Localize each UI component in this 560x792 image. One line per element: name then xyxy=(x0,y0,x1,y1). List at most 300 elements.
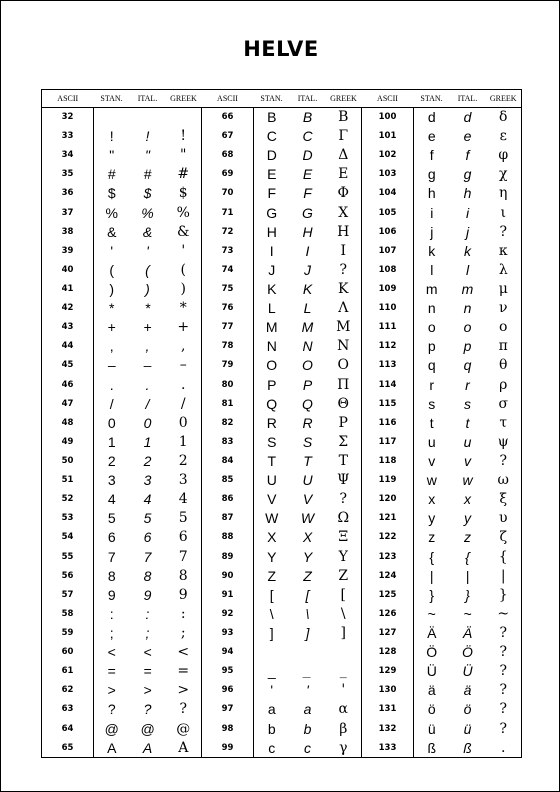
italic-glyph: w xyxy=(462,472,473,489)
table-row xyxy=(42,337,522,356)
greek-glyph: Φ xyxy=(337,185,349,202)
table-row xyxy=(42,643,522,662)
greek-glyph: Λ xyxy=(338,300,349,317)
ascii-code: 84 xyxy=(202,451,254,470)
standard-glyph: E xyxy=(254,165,290,184)
standard-glyph: m xyxy=(414,279,450,298)
ascii-code: 73 xyxy=(202,241,254,260)
italic-glyph: 5 xyxy=(143,510,152,527)
ascii-code: 41 xyxy=(42,279,94,298)
standard-glyph: p xyxy=(414,337,450,356)
greek-glyph: $ xyxy=(178,185,188,202)
italic-glyph: q xyxy=(463,357,472,374)
greek-glyph: ι xyxy=(486,203,522,222)
greek-glyph: τ xyxy=(486,413,522,432)
ascii-code: 33 xyxy=(42,127,94,146)
table-row xyxy=(42,547,522,566)
standard-glyph: j xyxy=(414,222,450,241)
greek-glyph: ? xyxy=(486,719,522,738)
ascii-code: 131 xyxy=(362,700,414,719)
table-row xyxy=(42,509,522,528)
italic-glyph: e xyxy=(463,128,472,145)
italic-glyph: X xyxy=(302,529,313,546)
italic-glyph: ' xyxy=(146,242,149,259)
greek-glyph: Θ xyxy=(337,395,349,412)
greek-glyph: 0 xyxy=(178,414,188,431)
standard-glyph: Q xyxy=(254,394,290,413)
table-row xyxy=(42,738,522,757)
italic-glyph: I xyxy=(305,242,310,259)
table-row xyxy=(42,394,522,413)
ascii-code: 111 xyxy=(362,318,414,337)
ascii-code: 83 xyxy=(202,432,254,451)
ascii-code: 116 xyxy=(362,413,414,432)
ascii-code: 110 xyxy=(362,299,414,318)
greek-glyph: 1 xyxy=(178,433,188,450)
greek-glyph: ? xyxy=(486,222,522,241)
italic-glyph xyxy=(130,108,166,127)
greek-glyph: 6 xyxy=(178,529,188,546)
table-row xyxy=(42,471,522,490)
greek-glyph: * xyxy=(179,300,187,317)
italic-glyph: F xyxy=(303,185,312,202)
standard-glyph: 4 xyxy=(94,490,130,509)
ascii-code: 45 xyxy=(42,356,94,375)
italic-glyph: N xyxy=(302,338,313,355)
greek-glyph: ? xyxy=(486,623,522,642)
ascii-code: 94 xyxy=(202,643,254,662)
italic-glyph: ( xyxy=(145,261,150,278)
greek-glyph: % xyxy=(176,204,190,221)
ascii-code: 70 xyxy=(202,184,254,203)
italic-glyph: ) xyxy=(145,281,150,298)
italic-glyph: s xyxy=(464,395,471,412)
standard-glyph: R xyxy=(254,413,290,432)
ascii-code: 69 xyxy=(202,165,254,184)
ascii-code: 117 xyxy=(362,432,414,451)
standard-glyph: P xyxy=(254,375,290,394)
greek-glyph: ? xyxy=(486,643,522,662)
italic-glyph: \ xyxy=(305,605,310,622)
greek-glyph: Δ xyxy=(338,147,349,164)
standard-glyph: / xyxy=(94,394,130,413)
header-ascii-2: ASCII xyxy=(202,90,254,108)
greek-glyph: o xyxy=(486,318,522,337)
italic-glyph: $ xyxy=(143,185,152,202)
standard-glyph: > xyxy=(94,681,130,700)
greek-glyph: : xyxy=(180,605,186,622)
italic-glyph: ; xyxy=(145,625,150,641)
greek-glyph: 7 xyxy=(178,548,188,565)
standard-glyph: Ä xyxy=(414,623,450,642)
standard-glyph: F xyxy=(254,184,290,203)
greek-glyph: P xyxy=(338,414,348,431)
standard-glyph: U xyxy=(254,471,290,490)
ascii-code: 90 xyxy=(202,566,254,585)
italic-glyph: z xyxy=(464,529,471,546)
standard-glyph: L xyxy=(254,299,290,318)
greek-glyph: σ xyxy=(486,394,522,413)
table-row xyxy=(42,681,522,700)
greek-glyph: Σ xyxy=(338,433,349,450)
ascii-code: 101 xyxy=(362,127,414,146)
ascii-code: 54 xyxy=(42,528,94,547)
greek-glyph: X xyxy=(338,204,349,221)
ascii-code: 99 xyxy=(202,738,254,757)
ascii-code: 89 xyxy=(202,547,254,566)
header-stan-2: STAN. xyxy=(254,90,290,108)
standard-glyph: e xyxy=(414,127,450,146)
table-row xyxy=(42,108,522,127)
standard-glyph: H xyxy=(254,222,290,241)
greek-glyph: φ xyxy=(486,146,522,165)
greek-glyph: { xyxy=(486,547,522,566)
standard-glyph: ö xyxy=(414,700,450,719)
italic-glyph: Ö xyxy=(462,644,473,661)
ascii-code: 64 xyxy=(42,719,94,738)
ascii-code: 55 xyxy=(42,547,94,566)
standard-glyph: 7 xyxy=(94,547,130,566)
ascii-code: 96 xyxy=(202,681,254,700)
italic-glyph: v xyxy=(464,453,471,470)
greek-glyph: 4 xyxy=(178,491,188,508)
italic-glyph: Ä xyxy=(462,625,473,641)
ascii-code: 50 xyxy=(42,451,94,470)
italic-glyph xyxy=(290,643,326,662)
standard-glyph: x xyxy=(414,490,450,509)
standard-glyph: i xyxy=(414,203,450,222)
ascii-code: 46 xyxy=(42,375,94,394)
ascii-code: 66 xyxy=(202,108,254,127)
greek-glyph: < xyxy=(177,644,190,661)
standard-glyph: ~ xyxy=(414,604,450,623)
greek-glyph: π xyxy=(486,337,522,356)
standard-glyph: Z xyxy=(254,566,290,585)
italic-glyph: Z xyxy=(303,567,312,584)
standard-glyph xyxy=(94,108,130,127)
standard-glyph: , xyxy=(94,337,130,356)
italic-glyph: x xyxy=(464,491,471,508)
ascii-code: 122 xyxy=(362,528,414,547)
greek-glyph: λ xyxy=(486,260,522,279)
greek-glyph: Y xyxy=(338,548,348,565)
ascii-code: 125 xyxy=(362,585,414,604)
standard-glyph: ' xyxy=(94,241,130,260)
greek-glyph: β xyxy=(339,720,348,737)
character-table xyxy=(41,89,522,758)
italic-glyph: r xyxy=(465,376,470,393)
greek-glyph: I xyxy=(340,242,347,259)
ascii-code: 65 xyxy=(42,738,94,757)
italic-glyph: . xyxy=(145,376,150,393)
standard-glyph: Ö xyxy=(414,643,450,662)
ascii-code: 105 xyxy=(362,203,414,222)
italic-glyph: / xyxy=(145,395,150,412)
italic-glyph: ' xyxy=(306,682,309,699)
table-row xyxy=(42,241,522,260)
greek-glyph: ? xyxy=(486,451,522,470)
ascii-code: 34 xyxy=(42,146,94,165)
standard-glyph: ü xyxy=(414,719,450,738)
standard-glyph: n xyxy=(414,299,450,318)
standard-glyph: D xyxy=(254,146,290,165)
italic-glyph: f xyxy=(465,147,470,164)
ascii-code: 75 xyxy=(202,279,254,298)
greek-glyph: N xyxy=(337,338,350,355)
italic-glyph: o xyxy=(463,319,472,336)
greek-glyph: . xyxy=(486,738,522,757)
standard-glyph: 6 xyxy=(94,528,130,547)
table-row xyxy=(42,356,522,375)
standard-glyph: ß xyxy=(414,738,450,757)
greek-glyph: ? xyxy=(486,662,522,681)
table-row xyxy=(42,279,522,298)
standard-glyph: M xyxy=(254,318,290,337)
greek-glyph: M xyxy=(336,319,351,336)
greek-glyph: = xyxy=(177,663,190,680)
greek-glyph: H xyxy=(337,223,350,240)
ascii-code: 36 xyxy=(42,184,94,203)
ascii-code: 130 xyxy=(362,681,414,700)
ascii-code: 103 xyxy=(362,165,414,184)
ascii-code: 43 xyxy=(42,318,94,337)
standard-glyph: } xyxy=(414,585,450,604)
standard-glyph: % xyxy=(94,203,130,222)
standard-glyph: r xyxy=(414,375,450,394)
greek-glyph: & xyxy=(177,223,190,240)
ascii-code: 119 xyxy=(362,471,414,490)
ascii-code: 127 xyxy=(362,623,414,642)
greek-glyph: A xyxy=(166,738,202,757)
ascii-code: 98 xyxy=(202,719,254,738)
greek-glyph: ' xyxy=(341,682,346,699)
standard-glyph: J xyxy=(254,260,290,279)
standard-glyph: z xyxy=(414,528,450,547)
table-row xyxy=(42,127,522,146)
ascii-code: 133 xyxy=(362,738,414,757)
italic-glyph: ö xyxy=(463,701,472,718)
ascii-code: 57 xyxy=(42,585,94,604)
greek-glyph: μ xyxy=(486,279,522,298)
header-row xyxy=(42,90,522,108)
standard-glyph: C xyxy=(254,127,290,146)
standard-glyph: [ xyxy=(254,585,290,604)
standard-glyph: ' xyxy=(254,681,290,700)
greek-glyph: > xyxy=(177,682,190,699)
header-stan-1: STAN. xyxy=(94,90,130,108)
italic-glyph: 4 xyxy=(143,491,152,508)
standard-glyph: < xyxy=(94,643,130,662)
italic-glyph: _ xyxy=(303,663,312,680)
ascii-code: 40 xyxy=(42,260,94,279)
italic-glyph: u xyxy=(463,433,472,450)
italic-glyph: 0 xyxy=(143,414,152,431)
ascii-code: 38 xyxy=(42,222,94,241)
ascii-code: 39 xyxy=(42,241,94,260)
ascii-code: 79 xyxy=(202,356,254,375)
ascii-code: 44 xyxy=(42,337,94,356)
italic-glyph: – xyxy=(143,357,152,374)
ascii-code: 86 xyxy=(202,490,254,509)
italic-glyph: D xyxy=(302,147,313,164)
standard-glyph: 0 xyxy=(94,413,130,432)
standard-glyph: t xyxy=(414,413,450,432)
ascii-code: 93 xyxy=(202,623,254,642)
greek-glyph: " xyxy=(180,147,187,164)
standard-glyph: y xyxy=(414,509,450,528)
greek-glyph: | xyxy=(486,566,522,585)
table-row xyxy=(42,318,522,337)
italic-glyph: & xyxy=(142,223,153,240)
standard-glyph: W xyxy=(254,509,290,528)
greek-glyph: 5 xyxy=(178,510,188,527)
italic-glyph: 1 xyxy=(143,433,152,450)
ascii-code: 68 xyxy=(202,146,254,165)
standard-glyph: 3 xyxy=(94,471,130,490)
italic-glyph: < xyxy=(143,644,152,661)
table-row xyxy=(42,432,522,451)
header-greek-2: GREEK xyxy=(326,90,362,108)
standard-glyph: ? xyxy=(94,700,130,719)
italic-glyph: 8 xyxy=(143,567,152,584)
italic-glyph: Q xyxy=(302,395,313,412)
header-stan-3: STAN. xyxy=(414,90,450,108)
table-row xyxy=(42,585,522,604)
greek-glyph: ? xyxy=(179,701,187,718)
greek-glyph: α xyxy=(338,701,348,718)
table-row xyxy=(42,203,522,222)
italic-glyph: Ü xyxy=(462,663,473,680)
italic-glyph: ü xyxy=(463,720,472,737)
italic-glyph: + xyxy=(143,319,152,336)
ascii-code: 113 xyxy=(362,356,414,375)
standard-glyph: 9 xyxy=(94,585,130,604)
ascii-code: 85 xyxy=(202,471,254,490)
italic-glyph: " xyxy=(145,147,150,164)
table-row xyxy=(42,700,522,719)
ascii-code: 120 xyxy=(362,490,414,509)
italic-glyph: m xyxy=(461,281,474,298)
italic-glyph: S xyxy=(302,433,313,450)
standard-glyph: – xyxy=(94,356,130,375)
standard-glyph: s xyxy=(414,394,450,413)
italic-glyph: O xyxy=(302,357,313,374)
table-row xyxy=(42,146,522,165)
ascii-code: 104 xyxy=(362,184,414,203)
ascii-code: 76 xyxy=(202,299,254,318)
greek-glyph: υ xyxy=(486,509,522,528)
standard-glyph: S xyxy=(254,432,290,451)
standard-glyph: & xyxy=(94,222,130,241)
italic-glyph: d xyxy=(463,109,472,126)
standard-glyph: g xyxy=(414,165,450,184)
italic-glyph: 6 xyxy=(143,529,152,546)
ascii-code: 100 xyxy=(362,108,414,127)
italic-glyph: ! xyxy=(145,128,150,145)
standard-glyph: Y xyxy=(254,547,290,566)
ascii-code: 82 xyxy=(202,413,254,432)
greek-glyph xyxy=(326,643,362,662)
standard-glyph: G xyxy=(254,203,290,222)
italic-glyph: U xyxy=(302,472,313,489)
greek-glyph: ? xyxy=(339,261,347,278)
greek-glyph: Ψ xyxy=(337,472,350,489)
greek-glyph: ? xyxy=(486,681,522,700)
italic-glyph: B xyxy=(302,109,313,126)
standard-glyph: I xyxy=(254,241,290,260)
italic-glyph: 9 xyxy=(143,586,152,603)
italic-glyph: a xyxy=(303,701,312,718)
table-row xyxy=(42,375,522,394)
ascii-code: 72 xyxy=(202,222,254,241)
italic-glyph: T xyxy=(303,453,312,470)
italic-glyph: b xyxy=(303,720,312,737)
greek-glyph: 2 xyxy=(178,453,188,470)
italic-glyph: n xyxy=(463,300,472,317)
header-greek-1: GREEK xyxy=(166,90,202,108)
greek-glyph: ] xyxy=(340,625,346,641)
ascii-code: 95 xyxy=(202,662,254,681)
ascii-code: 61 xyxy=(42,662,94,681)
standard-glyph: _ xyxy=(254,662,290,681)
header-greek-3: GREEK xyxy=(486,90,522,108)
italic-glyph: W xyxy=(300,510,315,527)
greek-glyph: χ xyxy=(486,165,522,184)
greek-glyph: θ xyxy=(486,356,522,375)
standard-glyph: ( xyxy=(94,260,130,279)
greek-glyph: ? xyxy=(486,700,522,719)
greek-glyph: B xyxy=(338,109,349,126)
standard-glyph: w xyxy=(414,471,450,490)
greek-glyph: ψ xyxy=(486,432,522,451)
greek-glyph: ζ xyxy=(486,528,522,547)
italic-glyph: t xyxy=(465,414,470,431)
table-row xyxy=(42,184,522,203)
italic-glyph: : xyxy=(145,605,150,622)
italic-glyph: ? xyxy=(143,701,152,718)
standard-glyph: . xyxy=(94,375,130,394)
standard-glyph: O xyxy=(254,356,290,375)
standard-glyph: | xyxy=(414,566,450,585)
ascii-code: 81 xyxy=(202,394,254,413)
table-body xyxy=(42,108,522,758)
greek-glyph: κ xyxy=(486,241,522,260)
table-row xyxy=(42,490,522,509)
standard-glyph: 2 xyxy=(94,451,130,470)
greek-glyph: Π xyxy=(337,376,350,393)
greek-glyph: . xyxy=(181,376,186,393)
italic-glyph: @ xyxy=(140,720,155,737)
standard-glyph: q xyxy=(414,356,450,375)
standard-glyph: b xyxy=(254,719,290,738)
greek-glyph: ε xyxy=(486,127,522,146)
italic-glyph: { xyxy=(465,548,470,565)
standard-glyph: X xyxy=(254,528,290,547)
italic-glyph: ä xyxy=(463,682,472,699)
table-row xyxy=(42,222,522,241)
ascii-code: 42 xyxy=(42,299,94,318)
italic-glyph: G xyxy=(302,204,313,221)
header-ascii-3: ASCII xyxy=(362,90,414,108)
standard-glyph: d xyxy=(414,108,450,127)
table-row xyxy=(42,299,522,318)
ascii-code: 32 xyxy=(42,108,94,127)
italic-glyph: c xyxy=(290,738,326,757)
page-title: HELVE xyxy=(243,37,319,61)
greek-glyph: / xyxy=(180,395,186,412)
ascii-code: 87 xyxy=(202,509,254,528)
ascii-code: 92 xyxy=(202,604,254,623)
